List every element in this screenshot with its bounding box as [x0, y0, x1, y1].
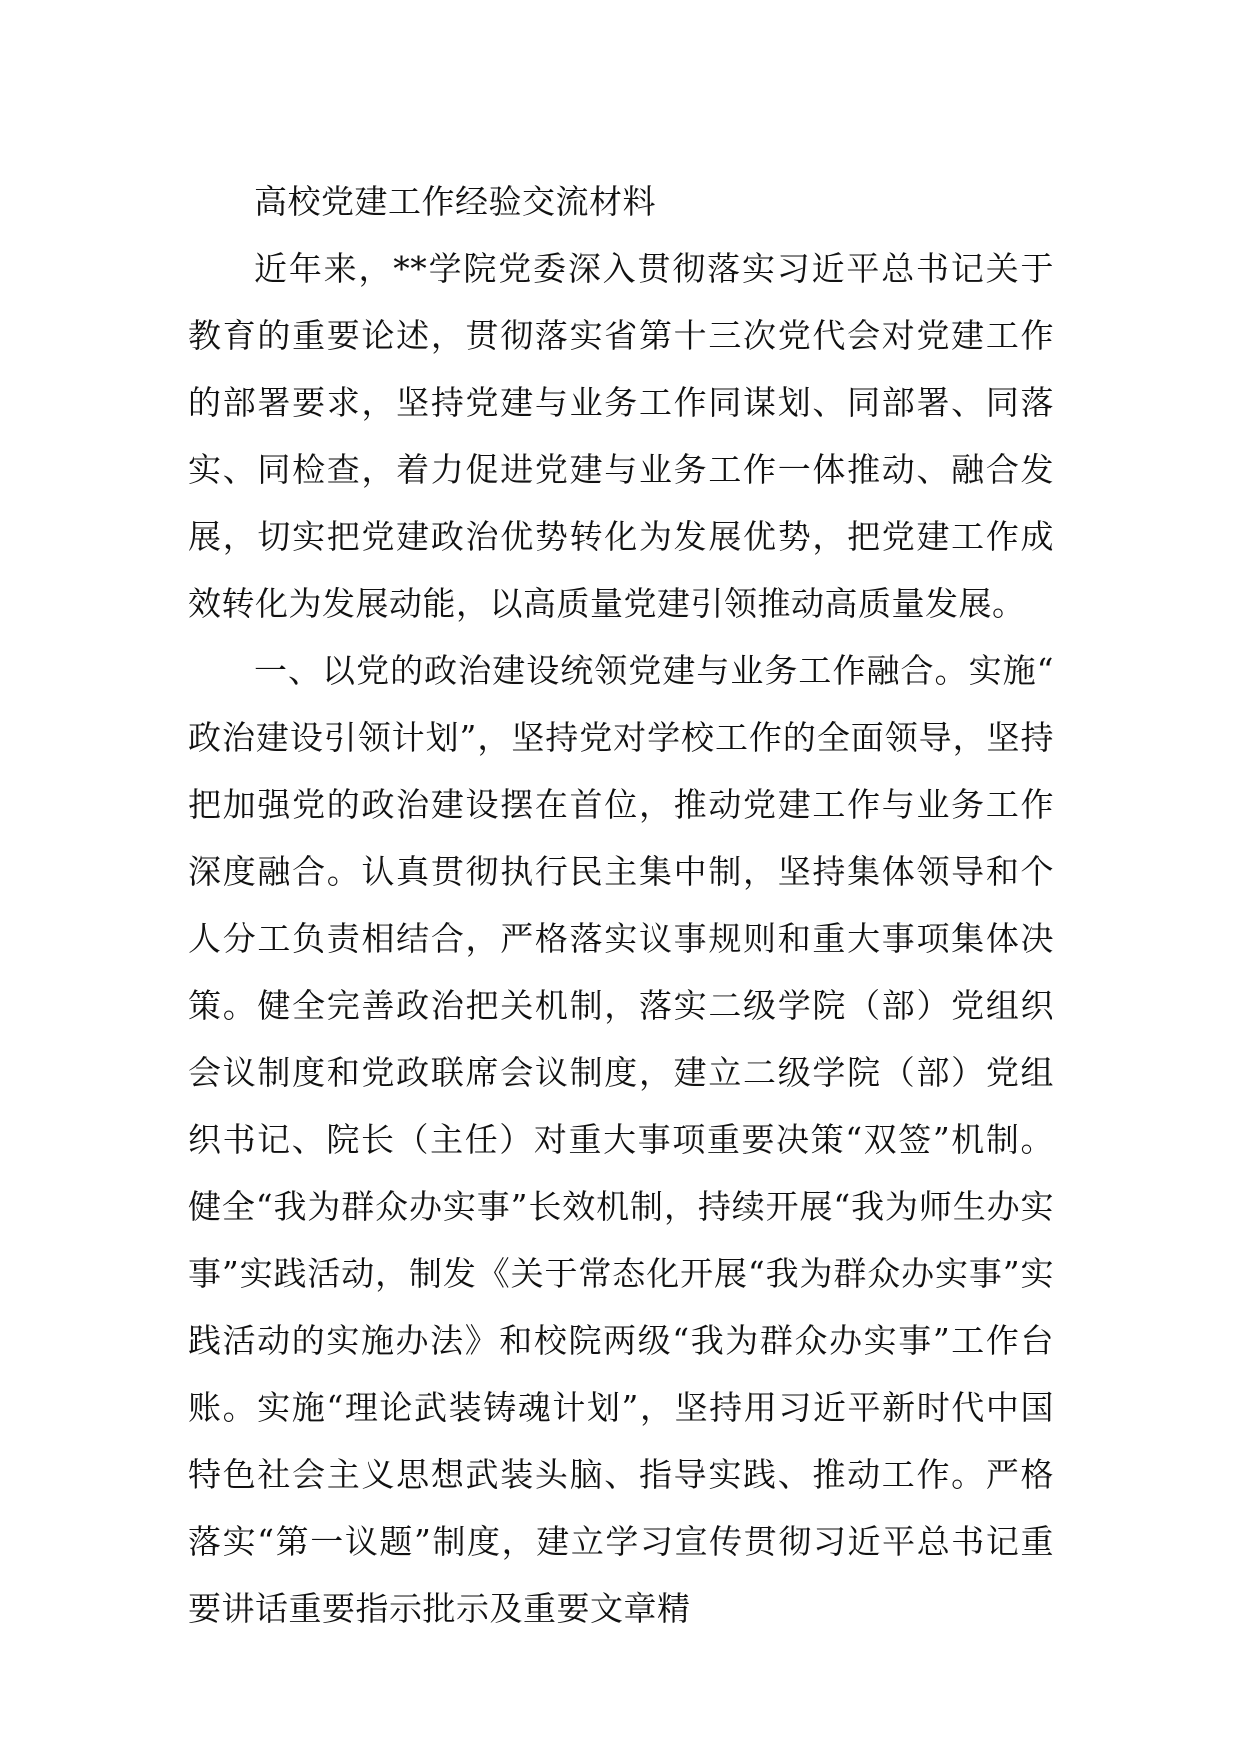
document-body [188, 168, 1054, 1642]
document-title: 高校党建工作经验交流材料 [254, 182, 656, 221]
section-one-paragraph: 一、以党的政治建设统领党建与业务工作融合。实施“政治建设引领计划”，坚持党对学校工作的全面领导，坚持把加强党的政治建设摆在首位，推动党建工作与业务工作深度融合。认真贯彻执行民主集中制，坚持集体领导和个人分工负责相结合，严格落实议事规则和重大事项集体决策。健全完善政治把关机制，落实二级学院（部）党组织会议制度和党政联席会议制度，建立二级学院（部）党组织书记、院长（主任）对重大事项重要决策“双签”机制。健全“我为群众办实事”长效机制，持续开展“我为师生办实事”实践活动，制发《关于常态化开展“我为群众办实事”实践活动的实施办法》和校院两级“我为群众办实事”工作台账。实施“理论武装铸魂计划”，坚持用习近平新时代中国特色社会主义思想武装头脑、指导实践、推动工作。严格落实“第一议题”制度，建立学习宣传贯彻习近平总书记重要讲话重要指示批示及重要文章精 [188, 651, 1054, 1628]
intro-paragraph: 近年来，**学院党委深入贯彻落实习近平总书记关于教育的重要论述，贯彻落实省第十三次党代会对党建工作的部署要求，坚持党建与业务工作同谋划、同部署、同落实、同检查，着力促进党建与业务工作一体推动、融合发展，切实把党建政治优势转化为发展优势，把党建工作成效转化为发展动能，以高质量党建引领推动高质量发展。 [188, 249, 1054, 623]
